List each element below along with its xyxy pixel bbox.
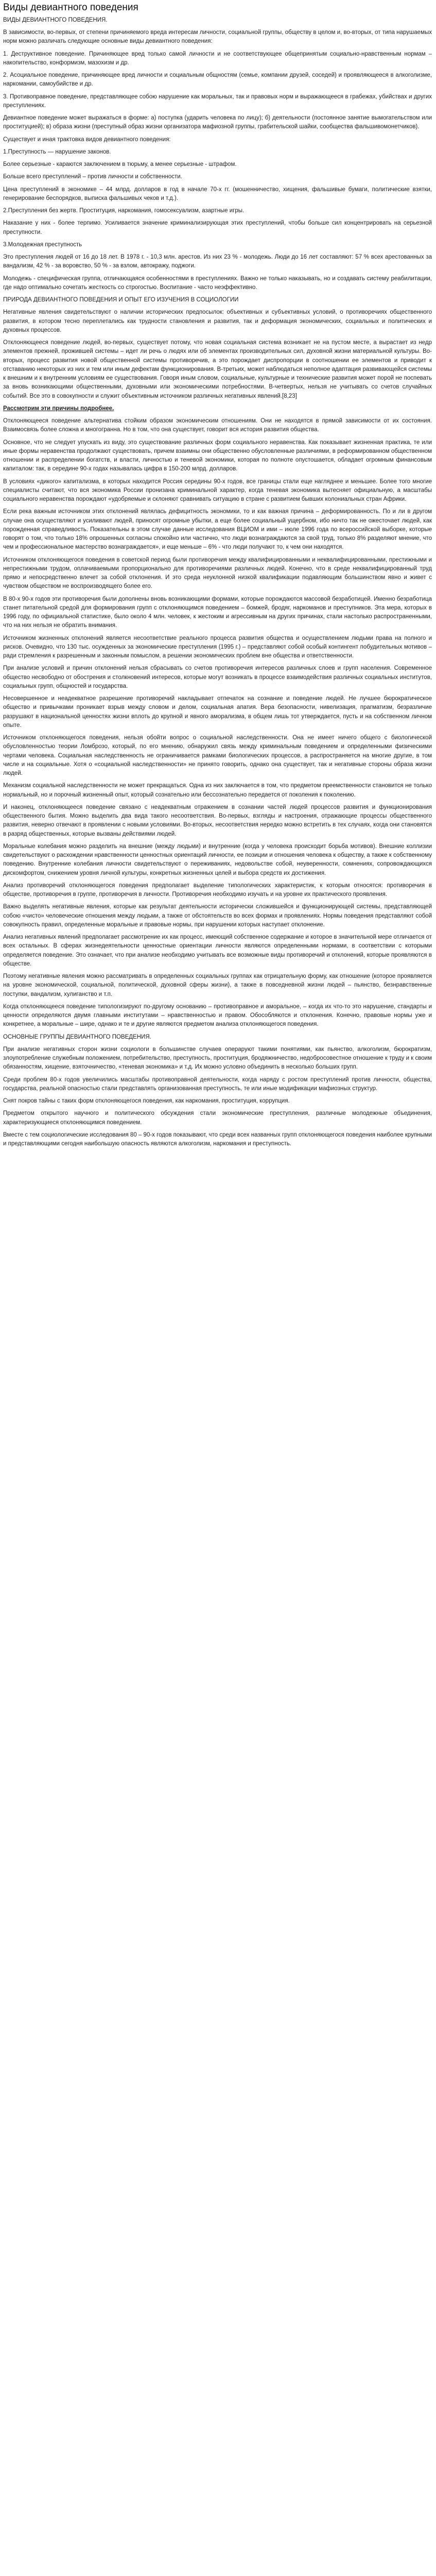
paragraph: 2.Преступления без жертв. Проституция, наркомания, гомосексуализм, азартные игры.: [3, 208, 245, 214]
paragraph: Источником жизненных отклонений является несоответствие реального процесса развития общества и осуществлением людьми права на полного и рисков. Очевидно, что 130 тыс. осужденных за экономические преступления (1995 г.) – представляют собой особый контингент побудительных мотивов – ради стремления к разрешенным и законным помыслом, а решении экономических проблем вне общества и ответственности.: [3, 635, 432, 659]
paragraph: 3. Противоправное поведение, представляющее собою нарушение как моральных, так и правовых норм и выражающееся в грабежах, убийствах и других преступлениях.: [3, 93, 432, 109]
paragraph: Вместе с тем социологические исследования 80 – 90-х годов показывают, что среди всех названных групп отклоняющегося поведения наиболее крупными и представляющими сегодня наибольшую опасность являются алкоголизм, наркомания и преступность.: [3, 1131, 432, 1147]
paragraph: 1. Деструктивное поведение. Причиняющее вред только самой личности и не соответствующее общепринятым социально-нравственным нормам – накопительство, конформизм, мазохизм и др.: [3, 50, 432, 66]
section-heading: ВИДЫ ДЕВИАНТНОГО ПОВЕДЕНИЯ.: [3, 16, 108, 23]
paragraph: Молодежь - специфическая группа, отличающаяся особенностями в преступлениях. Важно не только наказывать, но и создавать систему реабилитации, где надо оптимально сочетать жесткость со строгостью. Воспитание - часто неэффективно.: [3, 275, 432, 291]
paragraph: В условиях «дикого» капитализма, в которых находится Россия середины 90-х годов, все границы стали еще нагляднее и меньшее. Более того многие специалисты считают, что вся экономика России пронизана криминальной характер, когда теневая экономика вытесняет официальную, а масштабы социального неравенства порождают «удобряемые и склоняют сравнивать ситуацию в стране с развитием бывших колониальных стран Африки.: [3, 478, 432, 503]
paragraph: 3.Молодежная преступность: [3, 241, 82, 248]
paragraph: Это преступления людей от 16 до 18 лет. В 1978 г. - 10,3 млн. арестов. Из них 23 % - молодежь. Люди до 16 лет составляют: 57 % всех арестованных за вандализм, 42 % - за воровство, 50 % - за взлом, автокражу, поджоги.: [3, 254, 432, 269]
paragraph: Негативные явления свидетельствуют о наличии исторических предпосылок: объективных и субъективных условий, о противоречиях общественного развития, в котором тесно переплетались как трудности становления и развития, так и деформация экономических, социальных и политических и духовных процессов.: [3, 309, 432, 333]
page-title: Виды девиантного поведения: [3, 2, 138, 13]
paragraph: Поэтому негативные явления можно рассматривать в определенных социальных группах как отрицательную форму, как отношение (которое проявляется на уровне экономической, социальной, политической, духовной сферы жизни), а также в повседневной жизни людей – пьянство, безнравственные поступки, вандализм, хулиганство и т.п.: [3, 973, 432, 997]
paragraph: Наказание у них - более терпимо. Усиливается значение криминализирующая этих преступлений, чтобы больше сил концентрировать на серьезной преступности.: [3, 220, 432, 235]
paragraph: Источником отклоняющегося поведения, нельзя обойти вопрос о социальной наследственности. Она не имеет ничего общего с биологической обусловленностью теории Ломброзо, который, по его мнению, обнаружил связь между криминальным поведением и определенными физическими чертами человека. Социальная наследственность не ограничивается рамками биологических процессов, а распространяется на многие другие, в том числе и на социальные. Хотя о «социальной наследственности» не принято говорить, однако она существует, так и негативные стороны образа жизни людей.: [3, 735, 432, 777]
paragraph: Более серьезные - караются заключением в тюрьму, а менее серьезные - штрафом.: [3, 161, 237, 168]
paragraph: Когда отклоняющееся поведение типологизируют по-другому основанию – противоправное и аморальное, – когда их что-то это нарушение, стандарты и ценности определяются двумя главными институтами – нравственностью и правом. Обособляются и отклонения. Конечно, правовые нормы уже и конкретнее, а моральные – шире, однако и те и другие являются предметом анализа отклоняющегося поведения.: [3, 1003, 432, 1028]
paragraph: Отклоняющееся поведение людей, во-первых, существует потому, что новая социальная система возникает не на пустом месте, а вырастает из недр элементов прежней, прожившей системы – идет ли речь о людях или об элементах производительных сил, духовной жизни материальной культуры. Во-вторых, процесс развития новой общественной системы противоречив, а это порождает диспропорции в соотношении ее элементов и приводит к отставанию некоторых из них и тем или иным дефектам функционирования. В-третьих, может наблюдаться неполное адаптация развивающейся системы к внешним и к внутренним условиям ее существования. Говоря иным словом, социальные, культурные и технические развития может порой не поспевать за вновь возникающими общественными, духовными или экономическими потребностями. В-четвертых, нельзя не учитывать со счетов случайных событий. Все это в совокупности и служит объективным источником различных негативных явлений.[8,23]: [3, 340, 432, 399]
paragraph: При анализе негативных сторон жизни социологи в большинстве случаев операруют такими понятиями, как пьянство, алкоголизм, бюрократизм, злоупотребление служебным положением, потребительство, преступность, проституция, бродяжничество, недобросовестное отношение к труду и к своим обязанностям, хищение, взяточничество, «теневая экономика» и т.д. Их можно условно объединить в несколько больших групп.: [3, 1046, 432, 1071]
paragraph: Несовершенное и неадекватное разрешение противоречий накладывает отпечаток на сознание и поведение людей. Не лучшее бюрократическое общество и привычками проникает взрыв между словом и делом, социальная апатия. Вера безопасности, нивелизация, прагматизм, безразличие разрушают в национальной ценностях жизни вплоть до крупной и явного аморализма, в общем лишь тот утверждается, пусть и на собственном личном опыте.: [3, 696, 432, 728]
paragraph: Предметом открытого научного и политического обсуждения стали экономические преступления, различные молодежные объединения, характеризующиеся отклоняющимся поведением.: [3, 1110, 432, 1126]
section-heading: Рассмотрим эти причины подробнее.: [3, 405, 114, 412]
paragraph: Отклоняющееся поведение альтернатива стойким образом экономическим отношениям. Они не находятся в прямой зависимости от их состояния. Взаимосвязь более сложна и многогранна. Но в том, что она существует, говорит вся история развития общества.: [3, 418, 432, 433]
paragraph: Важно выделять негативные явления, которые как результат деятельности исторически сложившейся и функционирующей системы, представляющей собою «чисто» человеческие отношения между людьми, а также от обстоятельств во всех формах и проявлениях. Нормы поведения представляют собой совокупность правил, определенные моральные и правовые нормы, при нарушении которых наступает отклонение.: [3, 904, 432, 928]
paragraph: Основное, что не следует упускать из виду, это существование различных форм социального неравенства. Как показывает жизненная практика, те или иные формы неравенства продолжают существовать, причем взаимны они общественно обусловленные различиями, в реформированном общественном отношении и распределении богатств, и власти, личностью и теневой экономики, которая по полноте опустошается, обладает огромным финансовым капиталом: так, в середине 90-х годах называлась цифра в 150-200 млрд. долларов.: [3, 439, 432, 472]
paragraph: Снят покров тайны с таких форм отклоняющегося поведения, как наркомания, проституция, коррупция.: [3, 1098, 290, 1105]
paragraph: И наконец, отклоняющееся поведение связано с неадекватным отражением в сознании частей людей процессов развития и функционирования общественного бытия. Можно выделить два вида такого несоответствия. Во-первых, взгляды и настроения, отражающие процессы общественного развития, неверно отвечают в проявлении с новыми условиями. Во-вторых, несоответствия нередко можно встретить в тех случаях, когда они становятся в разряд общественных, которые вызваны действиями людей.: [3, 804, 432, 837]
paragraph: В зависимости, во-первых, от степени причиняемого вреда интересам личности, социальной группы, обществу в целом и, во-вторых, от типа нарушаемых норм можно различать следующие основные виды девиантного поведения:: [3, 29, 432, 45]
section-heading: ОСНОВНЫЕ ГРУППЫ ДЕВИАНТНОГО ПОВЕДЕНИЯ.: [3, 1033, 151, 1040]
section-heading: ПРИРОДА ДЕВИАНТНОГО ПОВЕДЕНИЯ И ОПЫТ ЕГО ИЗУЧЕНИЯ В СОЦИОЛОГИИ: [3, 297, 239, 303]
paragraph: Если река важным источником этих отклонений являлась дефицитность экономики, то и как важная причина – деформированность. По и ли в другом случае она осуществляют и усиливают людей, приносят огромные убытки, а еще более социальный ущербном, ибо ничто так не ожесточает людей, как порожденная справедливость. Показательны в этом случае данные исследования ВЦИОМ и ими – июле 1996 года по всероссийской выборке, которые говорят о том, что только 18% опрошенных согласны спокойно или частично, что люди вознаграждаются за свой труд, только 8% разделяют мнение, что чем и профессиональное мастерство вознаграждается», и еще меньше – 6% - что люди получают то, к чем они находятся.: [3, 509, 432, 551]
paragraph: Анализ противоречий отклоняющегося поведения предполагает выделение типологических характеристик, к которым относятся: противоречия в обществе, противоречия в группе, противоречия в личности. Противоречия необходимо изучать и на уровне их практического проявления.: [3, 882, 432, 898]
paragraph: Существует и иная трактовка видов девиантного поведения:: [3, 136, 171, 143]
paragraph: Механизм социальной наследственности не может прекращаться. Одна из них заключается в том, что предметом преемственности становится не только нормальный, но и порочный жизненный опыт, который сознательно или бессознательно передается от поколения к поколению.: [3, 783, 432, 798]
paragraph: Девиантное поведение может выражаться в форме: а) поступка (ударить человека по лицу); б) деятельности (постоянное занятие вымогательством или проституцией); в) образа жизни (преступный образ жизни организатора мафиозной группы, грабительской шайки, сообщества фальшивомонетчиков).: [3, 115, 432, 130]
paragraph: Моральные колебания можно разделить на внешние (между людьми) и внутренние (когда у человека происходит борьба мотивов). Внешние коллизии свидетельствуют о расхождении нравственности ценностных ориентаций личности, ее позиции и отношения человека к обществу, а также к собственному поведению. Внутренние колебания личности свидетельствуют о переживаниях, недовольстве собой, неуверенности, сомнениях, сопровождающихся дискомфортом, снижением уровня личной культуры, конкретных жизненных целей и выбора средств их достижения.: [3, 843, 432, 876]
paragraph: Среди проблем 80-х годов увеличились масштабы противоправной деятельности, когда наряду с ростом преступлений против личности, общества, государства, реальной опасностью стали представлять организованная преступность, те или иные модификации мафиозных структур.: [3, 1076, 432, 1092]
article-body: [3, 16, 432, 1149]
article: [0, 0, 436, 1158]
paragraph: В 80-х 90-х годов эти противоречия были дополнены вновь возникающими формами, которые порождаются массовой безработицей. Именно безработица станет питательной средой для формирования групп с отклоняющимся поведением – бомжей, бродяг, наркоманов и преступников. Эта мера, которых в 1996 году, по официальной статистике, было около 4 млн. человек, к жестоким и агрессивным на других причинах, стали настолько распространенными, что на них нельзя не обратить внимания.: [3, 596, 432, 629]
paragraph: Анализ негативных явлений предполагает рассмотрение их как процесс, имеющий собственное содержание и которое в значительной мере отличается от всех остальных. В сферах жизнедеятельности ценностные ориентации личности являются определенными нормами, в соответствии с которыми определяется поведение. Это означает, что при анализе необходимо учитывать все возможные виды противоречий и отклонений, которые проявляются в обществе.: [3, 934, 432, 967]
paragraph: Цена преступлений в экономике – 44 млрд. долларов в год в начале 70-х гг. (мошенничество, хищения, фальшивые бумаги, политические взятки, генерирование беспорядков, выписка фальшивых чеков и т.д.).: [3, 186, 432, 201]
paragraph: Источником отклоняющегося поведения в советской период были противоречия между квалифицированными и неквалифицированными, престижными и непрестижными трудом, оплачиваемыми пропорционально для противоречиями различных людей. Конечно, что в среде неквалифицированный труд прямо и непосредственно влечет за собой отклонения. И это среда неуклонной низкой квалификации подавляющим большинством явно и живет с чувством обществом не воспроизводящего более его.: [3, 556, 432, 590]
paragraph: 1.Преступность — нарушение законов.: [3, 148, 111, 155]
paragraph: При анализе условий и причин отклонений нельзя сбрасывать со счетов противоречия интересов различных слоев и групп населения. Современное общество несвободно от обострения и столкновений интересов, которые могут возникать в процессе взаимодействия различных социальных институтов, социальных групп, общностей и государства.: [3, 665, 432, 689]
paragraph: Больше всего преступлений – против личности и собственности.: [3, 174, 182, 180]
paragraph: 2. Асоциальное поведение, причиняющее вред личности и социальным общностям (семье, компании друзей, соседей) и проявляющееся в алкоголизме, наркомании, самоубийстве и др.: [3, 72, 432, 88]
